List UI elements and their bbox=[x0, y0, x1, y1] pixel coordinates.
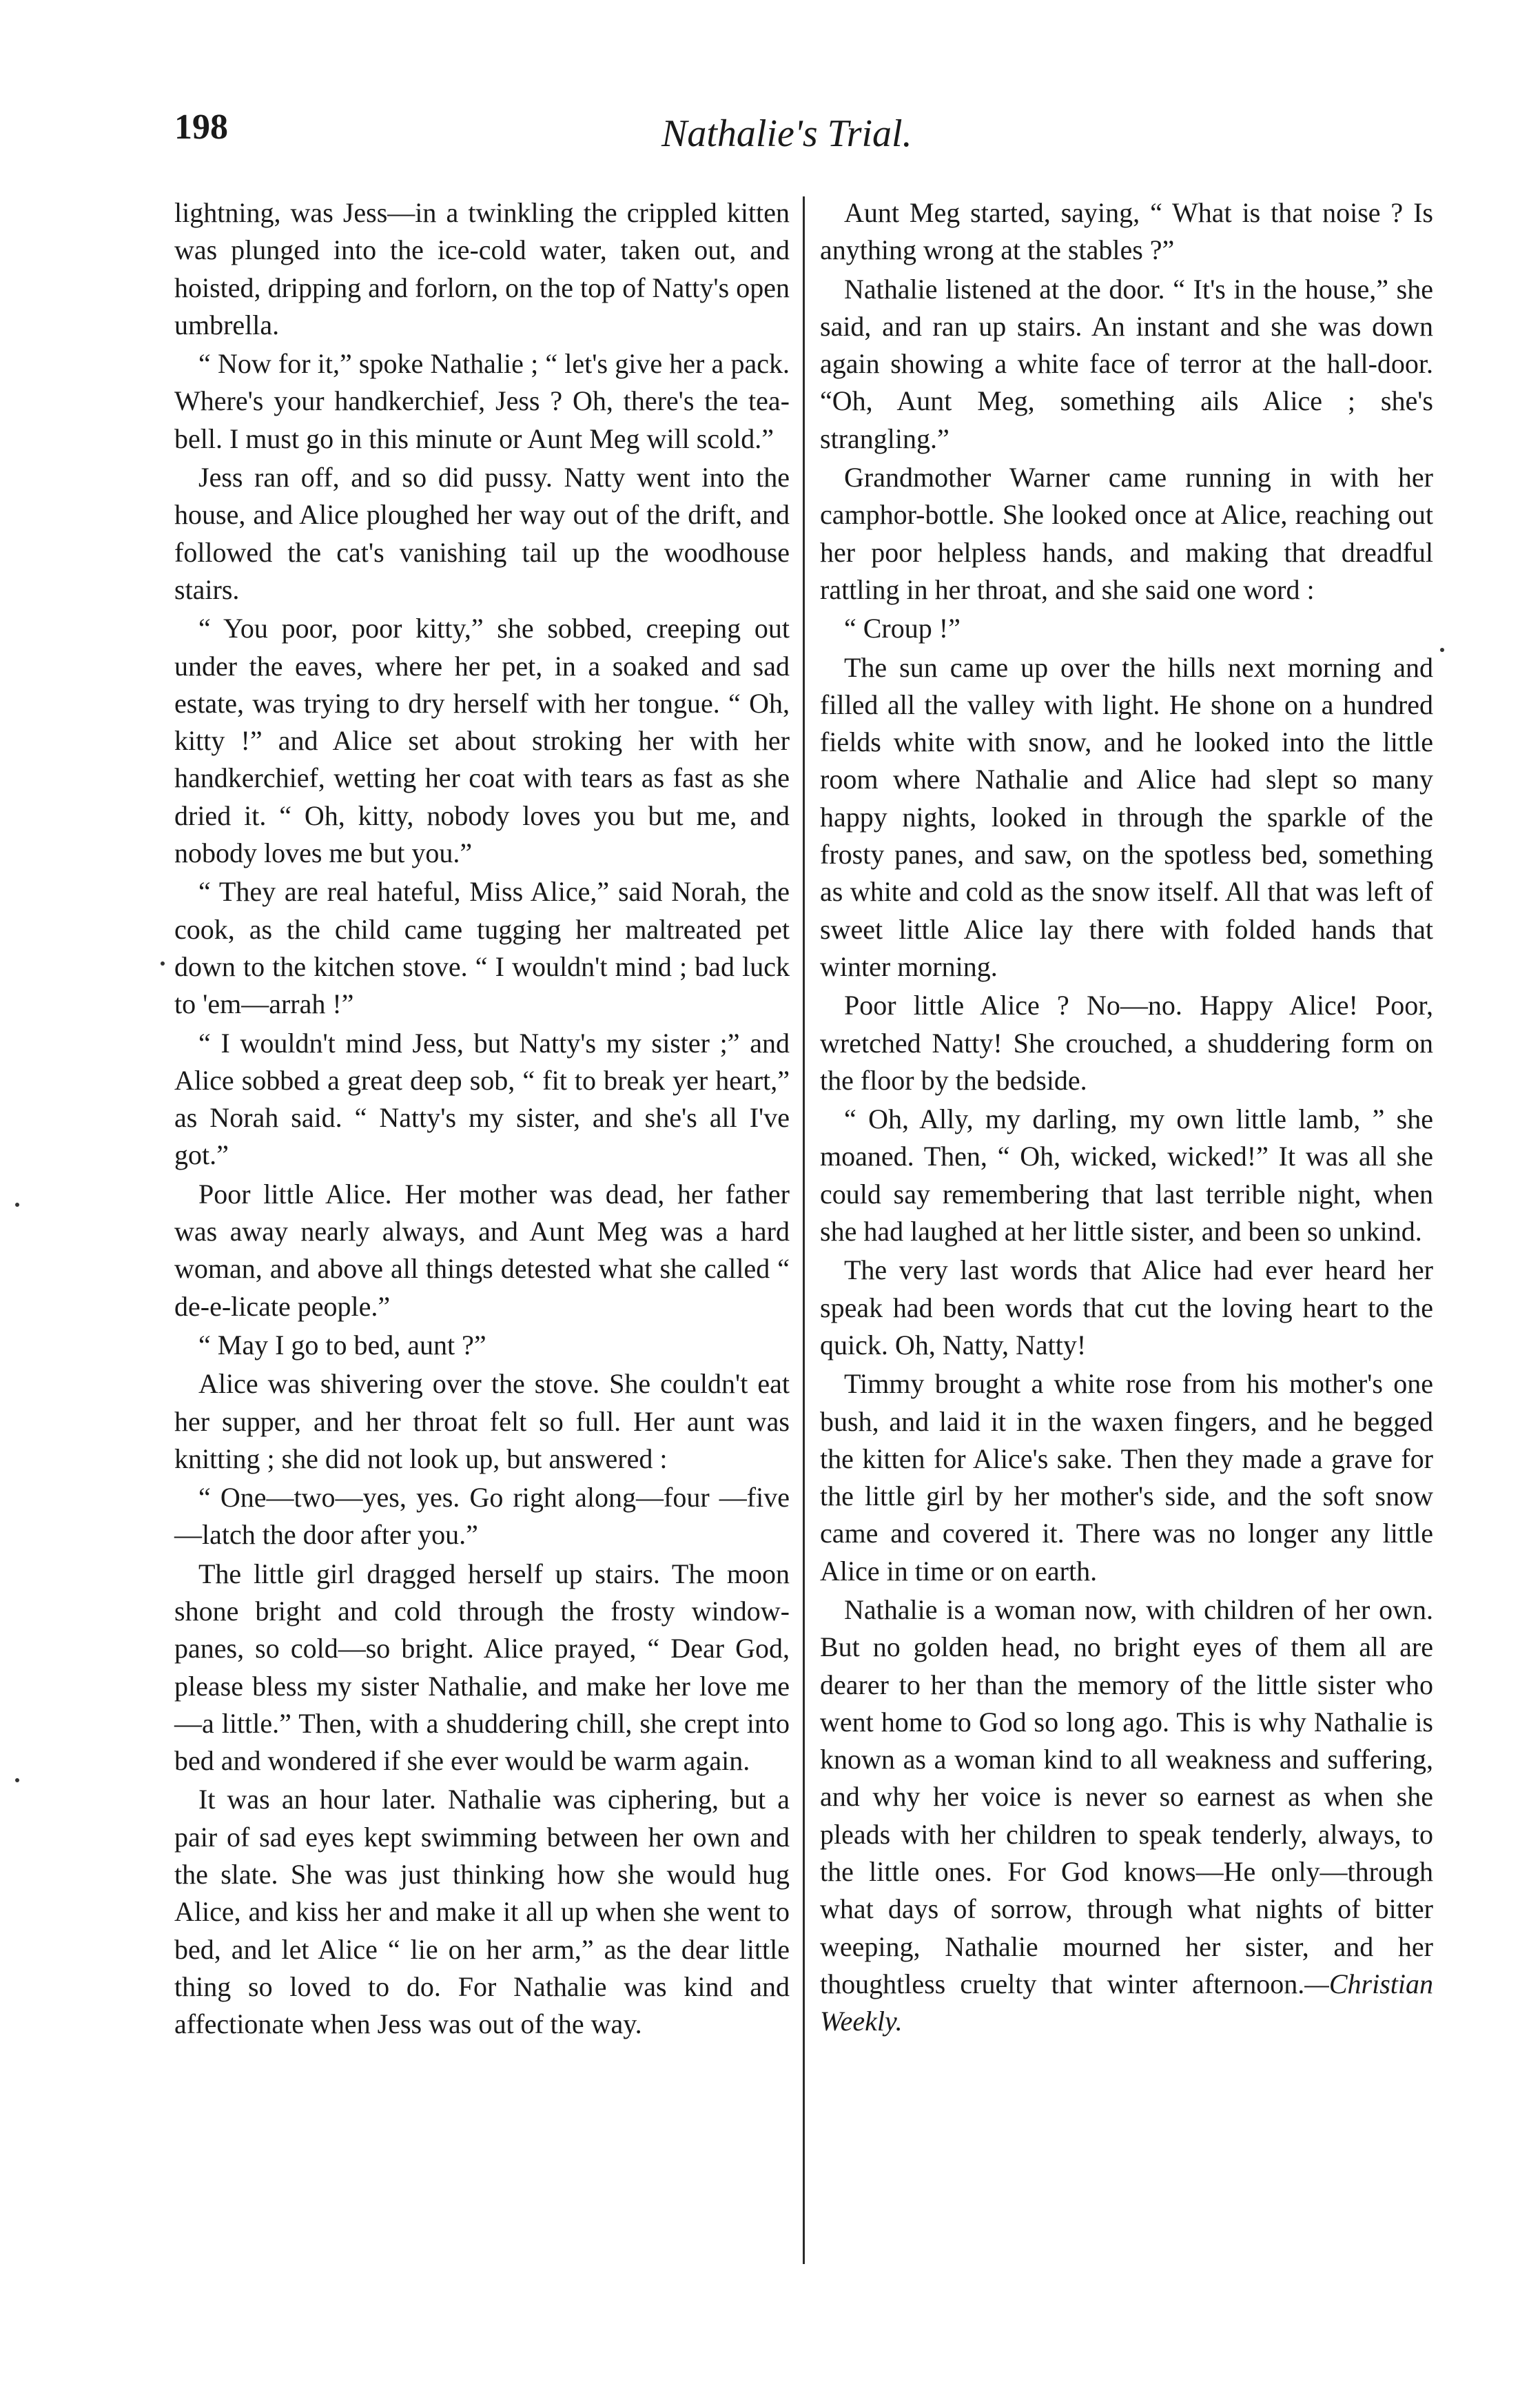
paragraph: “ They are real hateful, Miss Alice,” said Norah, the cook, as the child came tugging her maltreated pet down to the kitchen stove. “ I wouldn't mind ; bad luck to 'em—arrah !” bbox=[174, 876, 790, 1020]
paragraph-text: Nathalie is a woman now, with children of her own. But no golden head, no bright eyes of them all are dearer to her than the memory of the little sister who went home to God so long ago. This is why Nathalie is known as a woman kind to all weakness and suffering, and why her voice is never so earnest as when she pleads with her children to speak tenderly, always, to the little ones. For God knows—He only—through what days of sorrow, through what nights of bitter weeping, Nathalie mourned her sister, and her thoughtless cruelty that winter afternoon. bbox=[820, 1593, 1433, 1999]
paragraph: “ Oh, Ally, my darling, my own little lamb, ” she moaned. Then, “ Oh, wicked, wicked!” It was all she could say remembering that last terrible night, when she had laughed at her little sister, and been so unkind. bbox=[820, 1103, 1433, 1247]
paragraph: “ Now for it,” spoke Nathalie ; “ let's give her a pack. Where's your handkerchief, Jess ? Oh, there's the tea-bell. I must go in this minute or Aunt Meg will scold.” bbox=[174, 348, 790, 454]
paragraph: Jess ran off, and so did pussy. Natty went into the house, and Alice ploughed her way out of the drift, and followed the cat's vanishing tail up the woodhouse stairs. bbox=[174, 462, 790, 605]
attribution: —Christian Weekly. bbox=[820, 1968, 1433, 2037]
right-column bbox=[820, 194, 1433, 2042]
paragraph: Timmy brought a white rose from his mother's one bush, and laid it in the waxen fingers, and he begged the kitten for Alice's sake. Then they made a grave for the little girl by her mother's side, and the soft snow came and covered it. There was no longer any little Alice in time or on earth. bbox=[820, 1368, 1433, 1587]
paragraph bbox=[820, 1591, 1433, 2041]
paragraph: Nathalie listened at the door. “ It's in the house,” she said, and ran up stairs. An instant and she was down again showing a white face of terror at the hall-door. “Oh, Aunt Meg, something ails Alice ; she's strangling.” bbox=[820, 273, 1433, 454]
stray-mark bbox=[15, 1778, 19, 1782]
paragraph: lightning, was Jess—in a twinkling the crippled kitten was plunged into the ice-cold water, taken out, and hoisted, dripping and forlorn, on the top of Natty's open umbrella. bbox=[174, 197, 790, 340]
paragraph: The little girl dragged herself up stairs. The moon shone bright and cold through the frosty window-panes, so cold—so bright. Alice prayed, “ Dear God, please bless my sister Nathalie, and make her love me—a little.” Then, with a shuddering chill, she crept into bed and wondered if she ever would be warm again. bbox=[174, 1558, 790, 1777]
paragraph: Poor little Alice ? No—no. Happy Alice! Poor, wretched Natty! She crouched, a shuddering form on the floor by the bedside. bbox=[820, 990, 1433, 1096]
paragraph: “ Croup !” bbox=[844, 613, 961, 644]
paragraph: It was an hour later. Nathalie was ciphering, but a pair of sad eyes kept swimming between her own and the slate. She was just thinking how she would hug Alice, and kiss her and make it all up when she went to bed, and let Alice “ lie on her arm,” as the dear little thing so loved to do. For Nathalie was kind and affectionate when Jess was out of the way. bbox=[174, 1784, 790, 2040]
paragraph: Alice was shivering over the stove. She couldn't eat her supper, and her throat felt so full. Her aunt was knitting ; she did not look up, but answered : bbox=[174, 1368, 790, 1474]
paragraph: Poor little Alice. Her mother was dead, her father was away nearly always, and Aunt Meg was a hard woman, and above all things detested what she called “ de-e-licate people.” bbox=[174, 1178, 790, 1322]
paragraph: Aunt Meg started, saying, “ What is that noise ? Is anything wrong at the stables ?” bbox=[820, 197, 1433, 266]
paragraph: Grandmother Warner came running in with her camphor-bottle. She looked once at Alice, reaching out her poor helpless hands, and making that dreadful rattling in her throat, and she said one word : bbox=[820, 462, 1433, 605]
paragraph: “ May I go to bed, aunt ?” bbox=[198, 1329, 486, 1360]
paragraph: The sun came up over the hills next morning and filled all the valley with light. He shone on a hundred fields white with snow, and he looked into the little room where Nathalie and Alice had slept so many happy nights, looked in through the sparkle of the frosty panes, and saw, on the spotless bed, something as white and cold as the snow itself. All that was left of sweet little Alice lay there with folded hands that winter morning. bbox=[820, 651, 1433, 982]
stray-mark bbox=[1440, 648, 1444, 652]
paragraph: “ One—two—yes, yes. Go right along—four —five—latch the door after you.” bbox=[174, 1482, 790, 1551]
paragraph: “ You poor, poor kitty,” she sobbed, creeping out under the eaves, where her pet, in a soaked and sad estate, was trying to dry herself with her tongue. “ Oh, kitty !” and Alice set about stroking her with her handkerchief, wetting her coat with tears as fast as she dried it. “ Oh, kitty, nobody loves you but me, and nobody loves me but you.” bbox=[174, 613, 790, 869]
left-column bbox=[174, 194, 790, 2045]
paragraph: The very last words that Alice had ever heard her speak had been words that cut the loving heart to the quick. Oh, Natty, Natty! bbox=[820, 1254, 1433, 1360]
page-number: 198 bbox=[174, 108, 228, 147]
paragraph: “ I wouldn't mind Jess, but Natty's my sister ;” and Alice sobbed a great deep sob, “ fit to break yer heart,” as Norah said. “ Natty's my sister, and she's all I've got.” bbox=[174, 1027, 790, 1171]
column-divider bbox=[803, 196, 805, 2264]
stray-mark bbox=[15, 1203, 19, 1207]
stray-mark bbox=[161, 961, 165, 966]
running-title: Nathalie's Trial. bbox=[661, 112, 912, 155]
